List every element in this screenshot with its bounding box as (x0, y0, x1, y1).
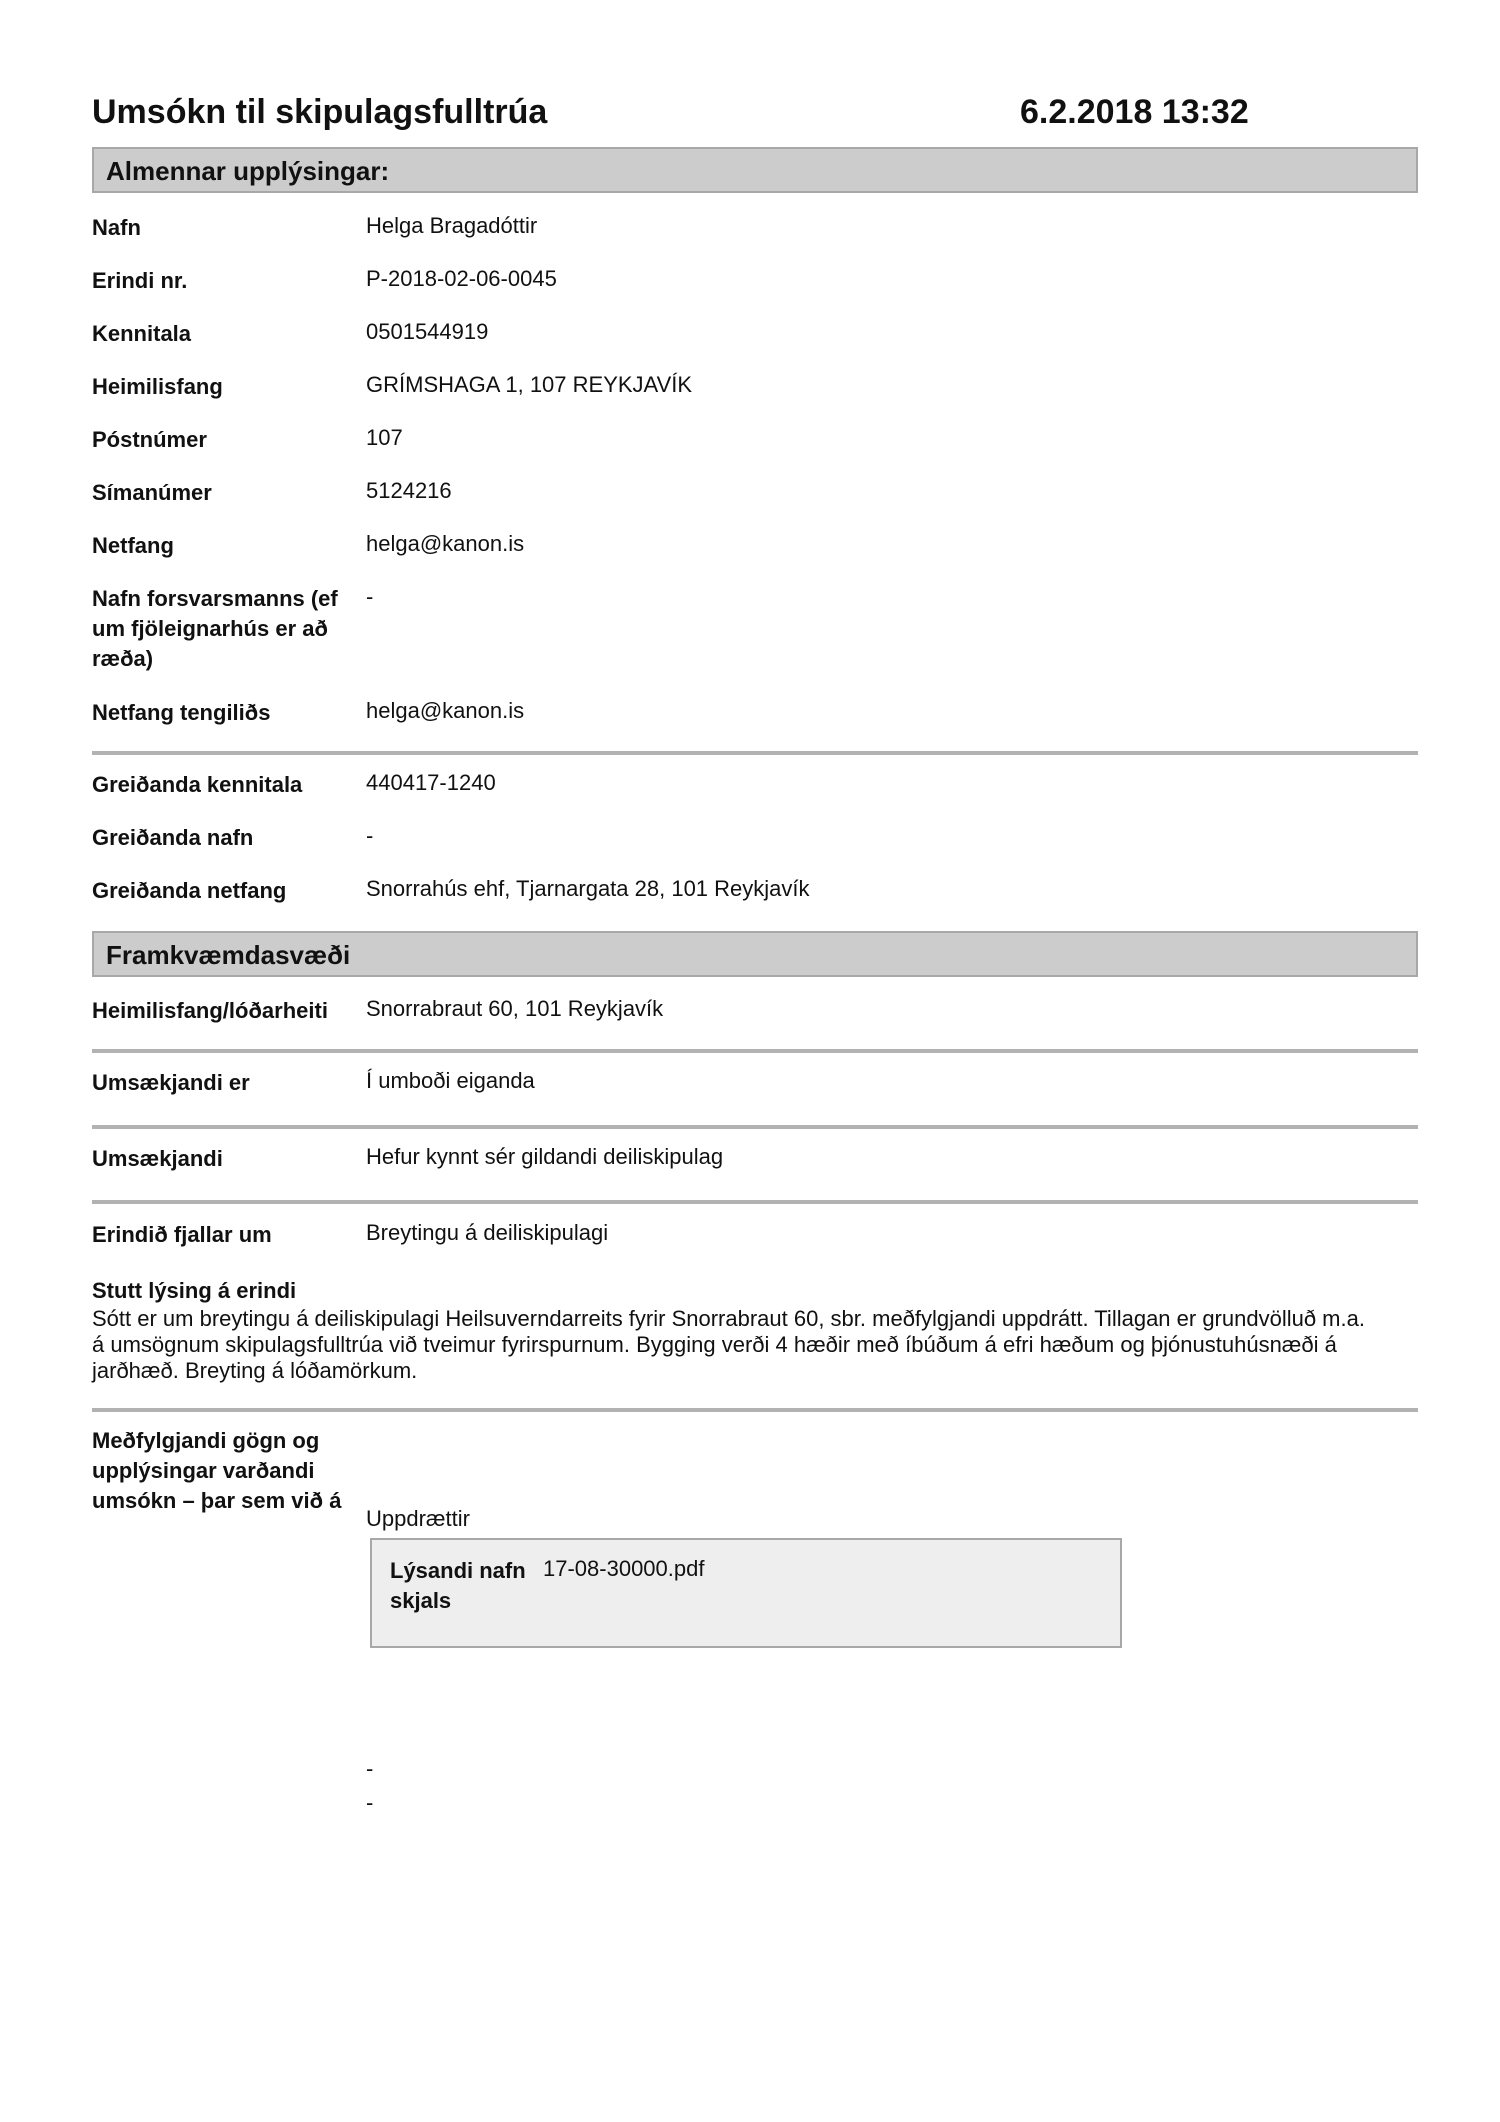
description-label: Stutt lýsing á erindi (92, 1278, 297, 1303)
field-label-name: Nafn (92, 215, 141, 240)
field-value-lot-address: Snorrabraut 60, 101 Reykjavík (366, 996, 664, 1021)
field-value-applicant: Hefur kynnt sér gildandi deiliskipulag (366, 1144, 724, 1169)
field-value-applicant-is: Í umboði eiganda (366, 1068, 535, 1093)
attachments-group-title: Uppdrættir (366, 1506, 470, 1531)
field-label-case-number: Erindi nr. (92, 268, 188, 293)
section-project-header (92, 931, 1418, 977)
field-label-lot-address: Heimilisfang/lóðarheiti (92, 998, 328, 1023)
attachments-extra-value: - (366, 1756, 374, 1781)
description-line: Sótt er um breytingu á deiliskipulagi Heilsuverndarreits fyrir Snorrabraut 60, sbr. meðfylgjandi uppdrátt. Tillagan er grundvölluð m.a. (92, 1306, 1365, 1331)
document-label: Lýsandi nafn skjals (390, 1558, 526, 1613)
page-title: Umsókn til skipulagsfulltrúa (92, 93, 548, 131)
document-name: 17-08-30000.pdf (543, 1556, 705, 1581)
field-label-representative: Nafn forsvarsmanns (ef um fjöleignarhús er að ræða) (92, 586, 338, 671)
description-line: á umsögnum skipulagsfulltrúa við tveimur fyrirspurnum. Bygging verði 4 hæðir með íbúðum á efri hæðum og þjónustuhúsnæði á (92, 1332, 1337, 1357)
field-value-representative: - (366, 584, 374, 609)
field-value-case-number: P-2018-02-06-0045 (366, 266, 557, 291)
field-label-subject: Erindið fjallar um (92, 1222, 272, 1247)
attachment-document-box (370, 1538, 1122, 1648)
field-label-payer-name: Greiðanda nafn (92, 825, 254, 850)
document-datetime: 6.2.2018 13:32 (1020, 93, 1249, 131)
field-label-applicant-is: Umsækjandi er (92, 1070, 250, 1095)
field-label-payer-email: Greiðanda netfang (92, 878, 287, 903)
field-label-payer-ssn: Greiðanda kennitala (92, 772, 303, 797)
field-label-postcode: Póstnúmer (92, 427, 207, 452)
field-label-phone: Símanúmer (92, 480, 212, 505)
divider (92, 1200, 1418, 1204)
field-label-contact-email: Netfang tengiliðs (92, 700, 271, 725)
section-project-title: Framkvæmdasvæði (106, 940, 351, 970)
field-value-contact-email: helga@kanon.is (366, 698, 525, 723)
field-label-applicant: Umsækjandi (92, 1146, 223, 1171)
section-general-title: Almennar upplýsingar: (106, 156, 390, 186)
attachments-extra-value: - (366, 1790, 374, 1815)
field-label-email: Netfang (92, 533, 174, 558)
description-text (92, 1306, 1418, 1384)
field-value-postcode: 107 (366, 425, 403, 450)
divider (92, 1125, 1418, 1129)
field-value-payer-name: - (366, 823, 374, 848)
field-value-name: Helga Bragadóttir (366, 213, 538, 238)
attachments-label: Meðfylgjandi gögn og upplýsingar varðandi umsókn – þar sem við á (92, 1428, 342, 1513)
field-value-address: GRÍMSHAGA 1, 107 REYKJAVÍK (366, 372, 693, 397)
divider (92, 751, 1418, 755)
divider (92, 1049, 1418, 1053)
field-value-subject: Breytingu á deiliskipulagi (366, 1220, 609, 1245)
field-value-payer-email: Snorrahús ehf, Tjarnargata 28, 101 Reykjavík (366, 876, 810, 901)
field-value-email: helga@kanon.is (366, 531, 525, 556)
field-value-phone: 5124216 (366, 478, 452, 503)
section-general-header (92, 147, 1418, 193)
field-value-payer-ssn: 440417-1240 (366, 770, 496, 795)
description-line: jarðhæð. Breyting á lóðamörkum. (92, 1358, 418, 1383)
field-label-ssn: Kennitala (92, 321, 192, 346)
field-value-ssn: 0501544919 (366, 319, 489, 344)
divider (92, 1408, 1418, 1412)
field-label-address: Heimilisfang (92, 374, 223, 399)
